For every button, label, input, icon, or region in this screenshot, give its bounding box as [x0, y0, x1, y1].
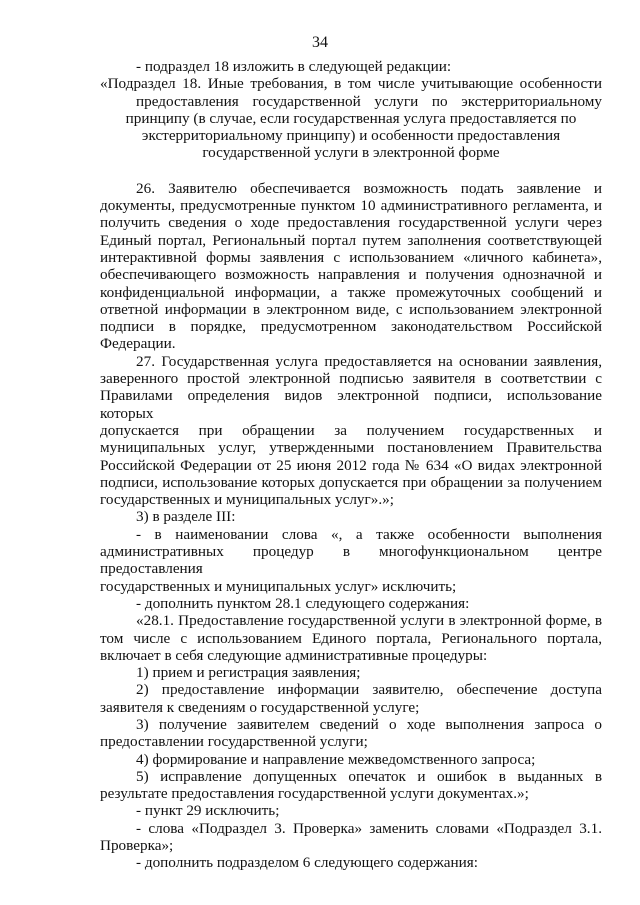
text-line: Проверка»; — [100, 837, 174, 855]
text-line: заявителя к сведениям о государственной услуге; — [100, 698, 420, 716]
text-line: административных процедур в многофункциональном центре предоставления — [100, 543, 602, 578]
text-line: - дополнить пунктом 28.1 следующего содержания: — [136, 594, 470, 612]
text-line: государственных и муниципальных услуг» исключить; — [100, 577, 457, 595]
text-line: - пункт 29 исключить; — [136, 802, 280, 820]
text-line: предоставления государственной услуги по экстерриториальному — [136, 92, 602, 110]
text-line: результате предоставления государственной услуги документах.»; — [100, 785, 529, 803]
text-line: 1) прием и регистрация заявления; — [136, 664, 361, 682]
text-line: подписи, использование которых допускается при обращении за получением — [100, 473, 602, 491]
text-line: интерактивной формы заявления с использованием «личного кабинета», — [100, 248, 602, 266]
text-line: - подраздел 18 изложить в следующей редакции: — [136, 58, 452, 75]
text-line: документы, предусмотренные пунктом 10 административного регламента, и — [100, 197, 602, 215]
text-line: подписи в порядке, предусмотренном законодательством Российской — [100, 318, 602, 336]
text-line: предоставлении государственной услуги; — [100, 733, 368, 751]
text-line: Правилами определения видов электронной подписи, использование которых — [100, 387, 602, 422]
text-line: «Подраздел 18. Иные требования, в том числе учитывающие особенности — [100, 75, 602, 93]
text-line: получить сведения о ходе предоставления государственной услуги через — [100, 214, 602, 232]
text-line: 2) предоставление информации заявителю, обеспечение доступа — [136, 681, 602, 699]
text-line: государственных и муниципальных услуг».»; — [100, 491, 394, 509]
text-line: 27. Государственная услуга предоставляется на основании заявления, — [136, 352, 602, 370]
text-line: обеспечивающего возможность направления и получения однозначной и — [100, 266, 602, 284]
text-line: включает в себя следующие административные процедуры: — [100, 646, 488, 664]
text-line: - дополнить подразделом 6 следующего содержания: — [136, 854, 478, 872]
text-line: 26. Заявителю обеспечивается возможность подать заявление и — [136, 179, 602, 197]
text-line: Российской Федерации от 25 июня 2012 года № 634 «О видах электронной — [100, 456, 602, 474]
paragraph-gap — [100, 162, 602, 180]
text-line: - слова «Подраздел 3. Проверка» заменить словами «Подраздел 3.1. — [136, 819, 602, 837]
text-line: 5) исправление допущенных опечаток и ошибок в выданных в — [136, 767, 602, 785]
text-line: Единый портал, Региональный портал путем заполнения соответствующей — [100, 231, 602, 249]
text-line: «28.1. Предоставление государственной услуги в электронной форме, в — [136, 612, 602, 630]
text-line: заверенного простой электронной подписью заявителя в соответствии с — [100, 370, 602, 388]
text-line: принципу (в случае, если государственная услуга предоставляется по — [125, 109, 577, 127]
text-line: том числе с использованием Единого портала, Регионального портала, — [100, 629, 602, 647]
text-line: ответной информации в электронном виде, с использованием электронной — [100, 300, 602, 318]
text-line: 3) в разделе III: — [136, 508, 236, 526]
text-line: муниципальных услуг, утвержденными постановлением Правительства — [100, 439, 602, 457]
text-line: 4) формирование и направление межведомственного запроса; — [136, 750, 536, 768]
text-line: 3) получение заявителем сведений о ходе выполнения запроса о — [136, 715, 602, 733]
text-line: государственной услуги в электронной форме — [202, 144, 500, 162]
page-number: 34 — [312, 34, 328, 51]
text-line: экстерриториальному принципу) и особенности предоставления — [141, 127, 561, 145]
text-line: конфиденциальной информации, а также промежуточных сообщений и — [100, 283, 602, 301]
text-line: Федерации. — [100, 335, 176, 353]
text-line: - в наименовании слова «, а также особенности выполнения — [136, 525, 602, 543]
document-body — [100, 58, 602, 872]
text-line: допускается при обращении за получением государственных и — [100, 421, 602, 439]
